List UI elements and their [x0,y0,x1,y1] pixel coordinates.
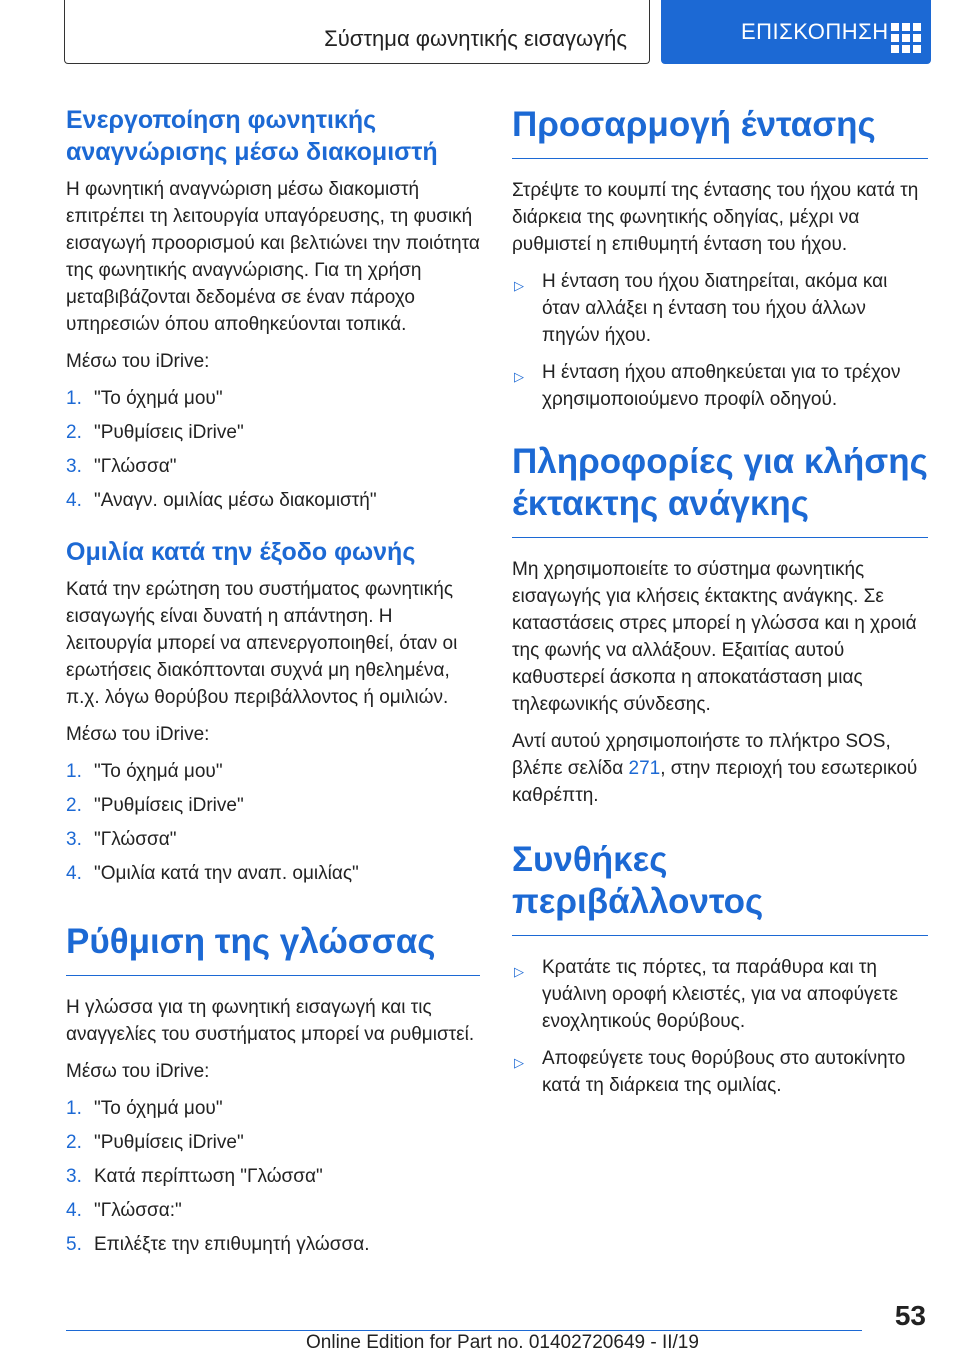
page-number: 53 [894,1300,926,1331]
barge-in-section [66,536,480,887]
bullet-list [512,954,928,1099]
step-text: Επιλέξτε την επιθυμητή γλώσσα. [94,1234,370,1255]
list-item [66,758,480,785]
step-text: "Αναγν. ομιλίας μέσω διακομιστή" [94,490,377,511]
steps-list [66,385,480,514]
section-heading: Ενεργοποίηση φωνητικής αναγνώρισης μέσω διακομιστή [66,106,438,166]
triangle-bullet-icon: ▷ [514,278,524,293]
list-item [66,1231,480,1258]
section-title: Σύστημα φωνητικής εισαγωγής [324,26,627,51]
step-number: 1. [66,761,82,782]
list-item [66,1163,480,1190]
step-text: "Το όχημά μου" [94,761,223,782]
bullet-text: Κρατάτε τις πόρτες, τα παράθυρα και τη γυάλινη οροφή κλειστές, για να αποφύγετε ενοχλητικούς θορύβους. [542,957,898,1032]
bullet-text: Αποφεύγετε τους θορύβους στο αυτοκίνητο κατά τη διάρκεια της ομιλίας. [542,1048,906,1096]
paragraph [512,728,928,809]
list-item [66,1095,480,1122]
step-number: 4. [66,1200,82,1221]
step-text: "Ρυθμίσεις iDrive" [94,1132,244,1153]
step-text: "Ρυθμίσεις iDrive" [94,795,244,816]
step-number: 1. [66,1098,82,1119]
step-text: "Ομιλία κατά την αναπ. ομιλίας" [94,863,359,884]
overview-tab-label: ΕΠΙΣΚΟΠΗΣΗ [741,19,889,44]
step-number: 1. [66,388,82,409]
step-text: "Το όχημά μου" [94,1098,223,1119]
paragraph: Μη χρησιμοποιείτε το σύστημα φωνητικής εισαγωγής για κλήσεις έκτακτης ανάγκης. Σε καταστάσεις στρες μπορεί η γλώσσα και η χροιά της φωνής να αλλάξουν. Εξαιτίας αυτού καθυστερεί άσκοπα η αποκατάσταση μιας τηλεφωνικής σύνδεσης. [512,559,917,715]
chapter-heading: Συνθήκες περιβάλλοντος [512,839,928,936]
list-item [66,1129,480,1156]
chapter-heading: Προσαρμογή έντασης [512,104,928,159]
footer-divider [66,1330,862,1331]
list-item [66,792,480,819]
bullet-text: Η ένταση του ήχου διατηρείται, ακόμα και όταν αλλάξει η ένταση του ήχου άλλων πηγών ήχου. [542,271,888,346]
list-item [512,268,928,349]
paragraph: Η γλώσσα για τη φωνητική εισαγωγή και τις αναγγελίες του συστήματος μπορεί να ρυθμιστεί. [66,997,475,1045]
list-item [66,487,480,514]
step-number: 4. [66,863,82,884]
list-item [66,453,480,480]
left-column [66,104,480,1272]
ambient-conditions-section [512,839,928,1099]
via-idrive-label: Μέσω του iDrive: [66,351,210,372]
step-number: 5. [66,1234,82,1255]
step-number: 3. [66,456,82,477]
via-idrive-label: Μέσω του iDrive: [66,1061,210,1082]
bullet-list [512,268,928,413]
step-number: 3. [66,829,82,850]
step-number: 3. [66,1166,82,1187]
step-text: "Γλώσσα:" [94,1200,182,1221]
list-item [66,419,480,446]
step-text: "Το όχημά μου" [94,388,223,409]
bullet-text: Η ένταση ήχου αποθηκεύεται για το τρέχον χρησιμοποιούμενο προφίλ οδηγού. [542,362,901,410]
text-run: , στην περιοχή του εσωτερικού καθρέπτη. [512,758,918,806]
overview-tab[interactable] [661,0,931,64]
volume-adjust-section [512,104,928,413]
chapter-heading: Ρύθμιση της γλώσσας [66,921,480,976]
steps-list [66,758,480,887]
via-idrive-label: Μέσω του iDrive: [66,724,210,745]
triangle-bullet-icon: ▷ [514,1055,524,1070]
paragraph: Η φωνητική αναγνώριση μέσω διακομιστή επιτρέπει τη λειτουργία υπαγόρευσης, τη φυσική εισαγωγή προορισμού και βελτιώνει την ποιότητα της φωνητικής αναγνώρισης. Για τη χρήση μεταβιβάζονται δεδομένα σε έναν πάροχο υπηρεσιών όπου αποθηκεύονται τοπικά. [66,179,480,335]
grid-icon[interactable] [891,23,921,53]
edition-footer: Online Edition for Part no. 01402720649 - II/19 [306,1332,699,1353]
step-text: "Γλώσσα" [94,456,177,477]
page-link[interactable]: 271 [628,758,661,779]
list-item [66,385,480,412]
header-section-box [64,0,650,64]
step-text: "Γλώσσα" [94,829,177,850]
paragraph: Κατά την ερώτηση του συστήματος φωνητικής εισαγωγής είναι δυνατή η απάντηση. Η λειτουργία μπορεί να απενεργοποιηθεί, όταν οι ερωτήσεις διακόπτονται συχνά μη ηθελημένα, π.χ. λόγω θορύβου περιβάλλοντος ή ομιλιών. [66,579,458,708]
chapter-heading: Πληροφορίες για κλήσης έκτακτης ανάγκης [512,441,928,538]
step-number: 2. [66,1132,82,1153]
list-item [66,826,480,853]
step-text: Κατά περίπτωση "Γλώσσα" [94,1166,323,1187]
list-item [512,359,928,413]
steps-list [66,1095,480,1258]
step-text: "Ρυθμίσεις iDrive" [94,422,244,443]
language-setting-section [66,921,480,1258]
emergency-call-section [512,441,928,809]
step-number: 4. [66,490,82,511]
list-item [66,1197,480,1224]
list-item [512,1045,928,1099]
section-heading: Ομιλία κατά την έξοδο φωνής [66,538,416,566]
step-number: 2. [66,795,82,816]
right-column [512,104,928,1113]
text-run: Αντί αυτού χρησιμοποιήστε το πλήκτρο SOS, βλέπε σελίδα [512,731,891,779]
paragraph: Στρέψτε το κουμπί της έντασης του ήχου κατά τη διάρκεια της φωνητικής οδηγίας, μέχρι να ρυθμιστεί η επιθυμητή ένταση του ήχου. [512,180,919,255]
step-number: 2. [66,422,82,443]
triangle-bullet-icon: ▷ [514,369,524,384]
server-voice-recognition-section [66,104,480,514]
triangle-bullet-icon: ▷ [514,964,524,979]
list-item [512,954,928,1035]
list-item [66,860,480,887]
